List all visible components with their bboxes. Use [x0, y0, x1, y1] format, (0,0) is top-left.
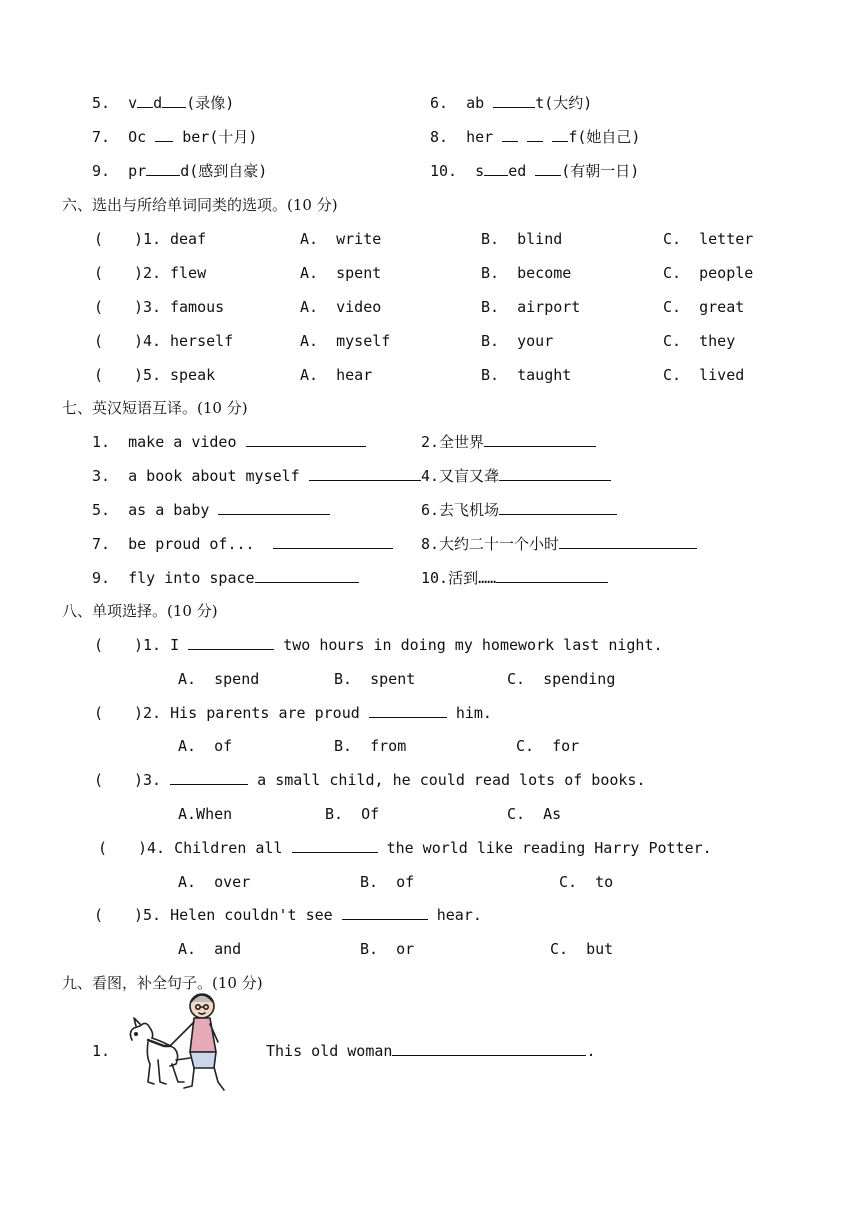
- mc-question-3: )3. a small child, he could read lots of books.: [134, 771, 646, 789]
- option-b[interactable]: B. taught: [481, 366, 572, 384]
- answer-paren[interactable]: (: [94, 298, 104, 316]
- section-9-title: 九、看图，补全句子。(10 分): [62, 974, 263, 992]
- phrase-4: 4.又盲又聋: [421, 466, 611, 486]
- spelling-item-6: 6. ab t(大约): [430, 94, 593, 112]
- question-number: )4.: [134, 332, 162, 350]
- option-c[interactable]: C. for: [516, 737, 580, 755]
- spelling-item-5: 5. v d (录像): [92, 94, 235, 112]
- option-a[interactable]: A. of: [178, 737, 233, 755]
- answer-blank[interactable]: [484, 432, 596, 447]
- given-word: speak: [170, 366, 216, 384]
- phrase-7: 7. be proud of...: [92, 534, 393, 554]
- blank[interactable]: [535, 161, 561, 176]
- blank[interactable]: [552, 127, 568, 142]
- given-word: deaf: [170, 230, 207, 248]
- section-8-title: 八、单项选择。(10 分): [62, 602, 218, 620]
- answer-blank[interactable]: [392, 1041, 586, 1056]
- blank[interactable]: [493, 93, 535, 108]
- option-b[interactable]: B. spent: [334, 670, 416, 688]
- option-c[interactable]: C. but: [550, 940, 614, 958]
- option-c[interactable]: C. As: [507, 805, 562, 823]
- answer-blank[interactable]: [188, 635, 274, 650]
- option-a[interactable]: A. write: [300, 230, 382, 248]
- spelling-item-10: 10. s ed (有朝一日): [430, 162, 640, 180]
- phrase-8: 8.大约二十一个小时: [421, 534, 697, 554]
- option-a[interactable]: A. video: [300, 298, 382, 316]
- answer-paren[interactable]: (: [94, 230, 104, 248]
- answer-paren[interactable]: (: [94, 332, 104, 350]
- given-word: herself: [170, 332, 234, 350]
- blank[interactable]: [146, 161, 180, 176]
- answer-blank[interactable]: [496, 568, 608, 583]
- option-b[interactable]: B. of: [360, 873, 415, 891]
- option-a[interactable]: A. and: [178, 940, 242, 958]
- option-c[interactable]: C. lived: [663, 366, 745, 384]
- answer-paren[interactable]: (: [94, 366, 104, 384]
- phrase-9: 9. fly into space: [92, 568, 359, 588]
- section-6-title: 六、选出与所给单词同类的选项。(10 分): [62, 196, 338, 214]
- spelling-item-7: 7. Oc ber(十月): [92, 128, 258, 146]
- option-a[interactable]: A. spent: [300, 264, 382, 282]
- option-a[interactable]: A. myself: [300, 332, 391, 350]
- question-number: )1.: [134, 230, 162, 248]
- option-a[interactable]: A. spend: [178, 670, 260, 688]
- answer-paren[interactable]: (: [98, 839, 108, 857]
- option-c[interactable]: C. they: [663, 332, 736, 350]
- option-a[interactable]: A. over: [178, 873, 251, 891]
- option-b[interactable]: B. your: [481, 332, 554, 350]
- option-c[interactable]: C. to: [559, 873, 614, 891]
- question-number: )3.: [134, 298, 162, 316]
- option-a[interactable]: A.When: [178, 805, 233, 823]
- answer-blank[interactable]: [170, 770, 248, 785]
- mc-question-2: )2. His parents are proud him.: [134, 704, 492, 722]
- answer-blank[interactable]: [292, 838, 378, 853]
- given-word: flew: [170, 264, 207, 282]
- mc-question-4: )4. Children all the world like reading Harry Potter.: [138, 839, 712, 857]
- option-c[interactable]: C. letter: [663, 230, 754, 248]
- given-word: famous: [170, 298, 225, 316]
- picture-question-number: 1.: [92, 1042, 111, 1060]
- option-b[interactable]: B. from: [334, 737, 407, 755]
- answer-paren[interactable]: (: [94, 906, 104, 924]
- answer-paren[interactable]: (: [94, 264, 104, 282]
- option-a[interactable]: A. hear: [300, 366, 373, 384]
- mc-question-1: )1. I two hours in doing my homework last night.: [134, 636, 663, 654]
- blank[interactable]: [502, 127, 518, 142]
- answer-blank[interactable]: [499, 500, 617, 515]
- answer-paren[interactable]: (: [94, 771, 104, 789]
- option-b[interactable]: B. or: [360, 940, 415, 958]
- answer-blank[interactable]: [273, 534, 393, 549]
- option-b[interactable]: B. Of: [325, 805, 380, 823]
- answer-blank[interactable]: [499, 466, 611, 481]
- answer-blank[interactable]: [246, 432, 366, 447]
- picture-sentence: This old woman .: [266, 1042, 596, 1060]
- option-b[interactable]: B. airport: [481, 298, 581, 316]
- question-number: )2.: [134, 264, 162, 282]
- phrase-10: 10.活到……: [421, 568, 608, 588]
- option-c[interactable]: C. great: [663, 298, 745, 316]
- answer-paren[interactable]: (: [94, 704, 104, 722]
- option-c[interactable]: C. people: [663, 264, 754, 282]
- option-b[interactable]: B. blind: [481, 230, 563, 248]
- answer-blank[interactable]: [369, 703, 447, 718]
- option-b[interactable]: B. become: [481, 264, 572, 282]
- phrase-3: 3. a book about myself: [92, 466, 421, 486]
- phrase-6: 6.去飞机场: [421, 500, 617, 520]
- option-c[interactable]: C. spending: [507, 670, 616, 688]
- blank[interactable]: [484, 161, 508, 176]
- woman-with-guide-dog-illustration: [124, 990, 234, 1102]
- answer-blank[interactable]: [255, 568, 359, 583]
- blank[interactable]: [527, 127, 543, 142]
- spelling-item-9: 9. pr d(感到自豪): [92, 162, 268, 180]
- answer-paren[interactable]: (: [94, 636, 104, 654]
- question-number: )5.: [134, 366, 162, 384]
- answer-blank[interactable]: [218, 500, 330, 515]
- section-7-title: 七、英汉短语互译。(10 分): [62, 399, 248, 417]
- spelling-item-8: 8. her f(她自己): [430, 128, 641, 146]
- blank[interactable]: [137, 93, 153, 108]
- blank[interactable]: [162, 93, 186, 108]
- phrase-2: 2.全世界: [421, 432, 596, 452]
- phrase-1: 1. make a video: [92, 432, 366, 452]
- blank[interactable]: [155, 127, 173, 142]
- phrase-5: 5. as a baby: [92, 500, 330, 520]
- mc-question-5: )5. Helen couldn't see hear.: [134, 906, 482, 924]
- answer-blank[interactable]: [342, 905, 428, 920]
- answer-blank[interactable]: [559, 534, 697, 549]
- answer-blank[interactable]: [309, 466, 421, 481]
